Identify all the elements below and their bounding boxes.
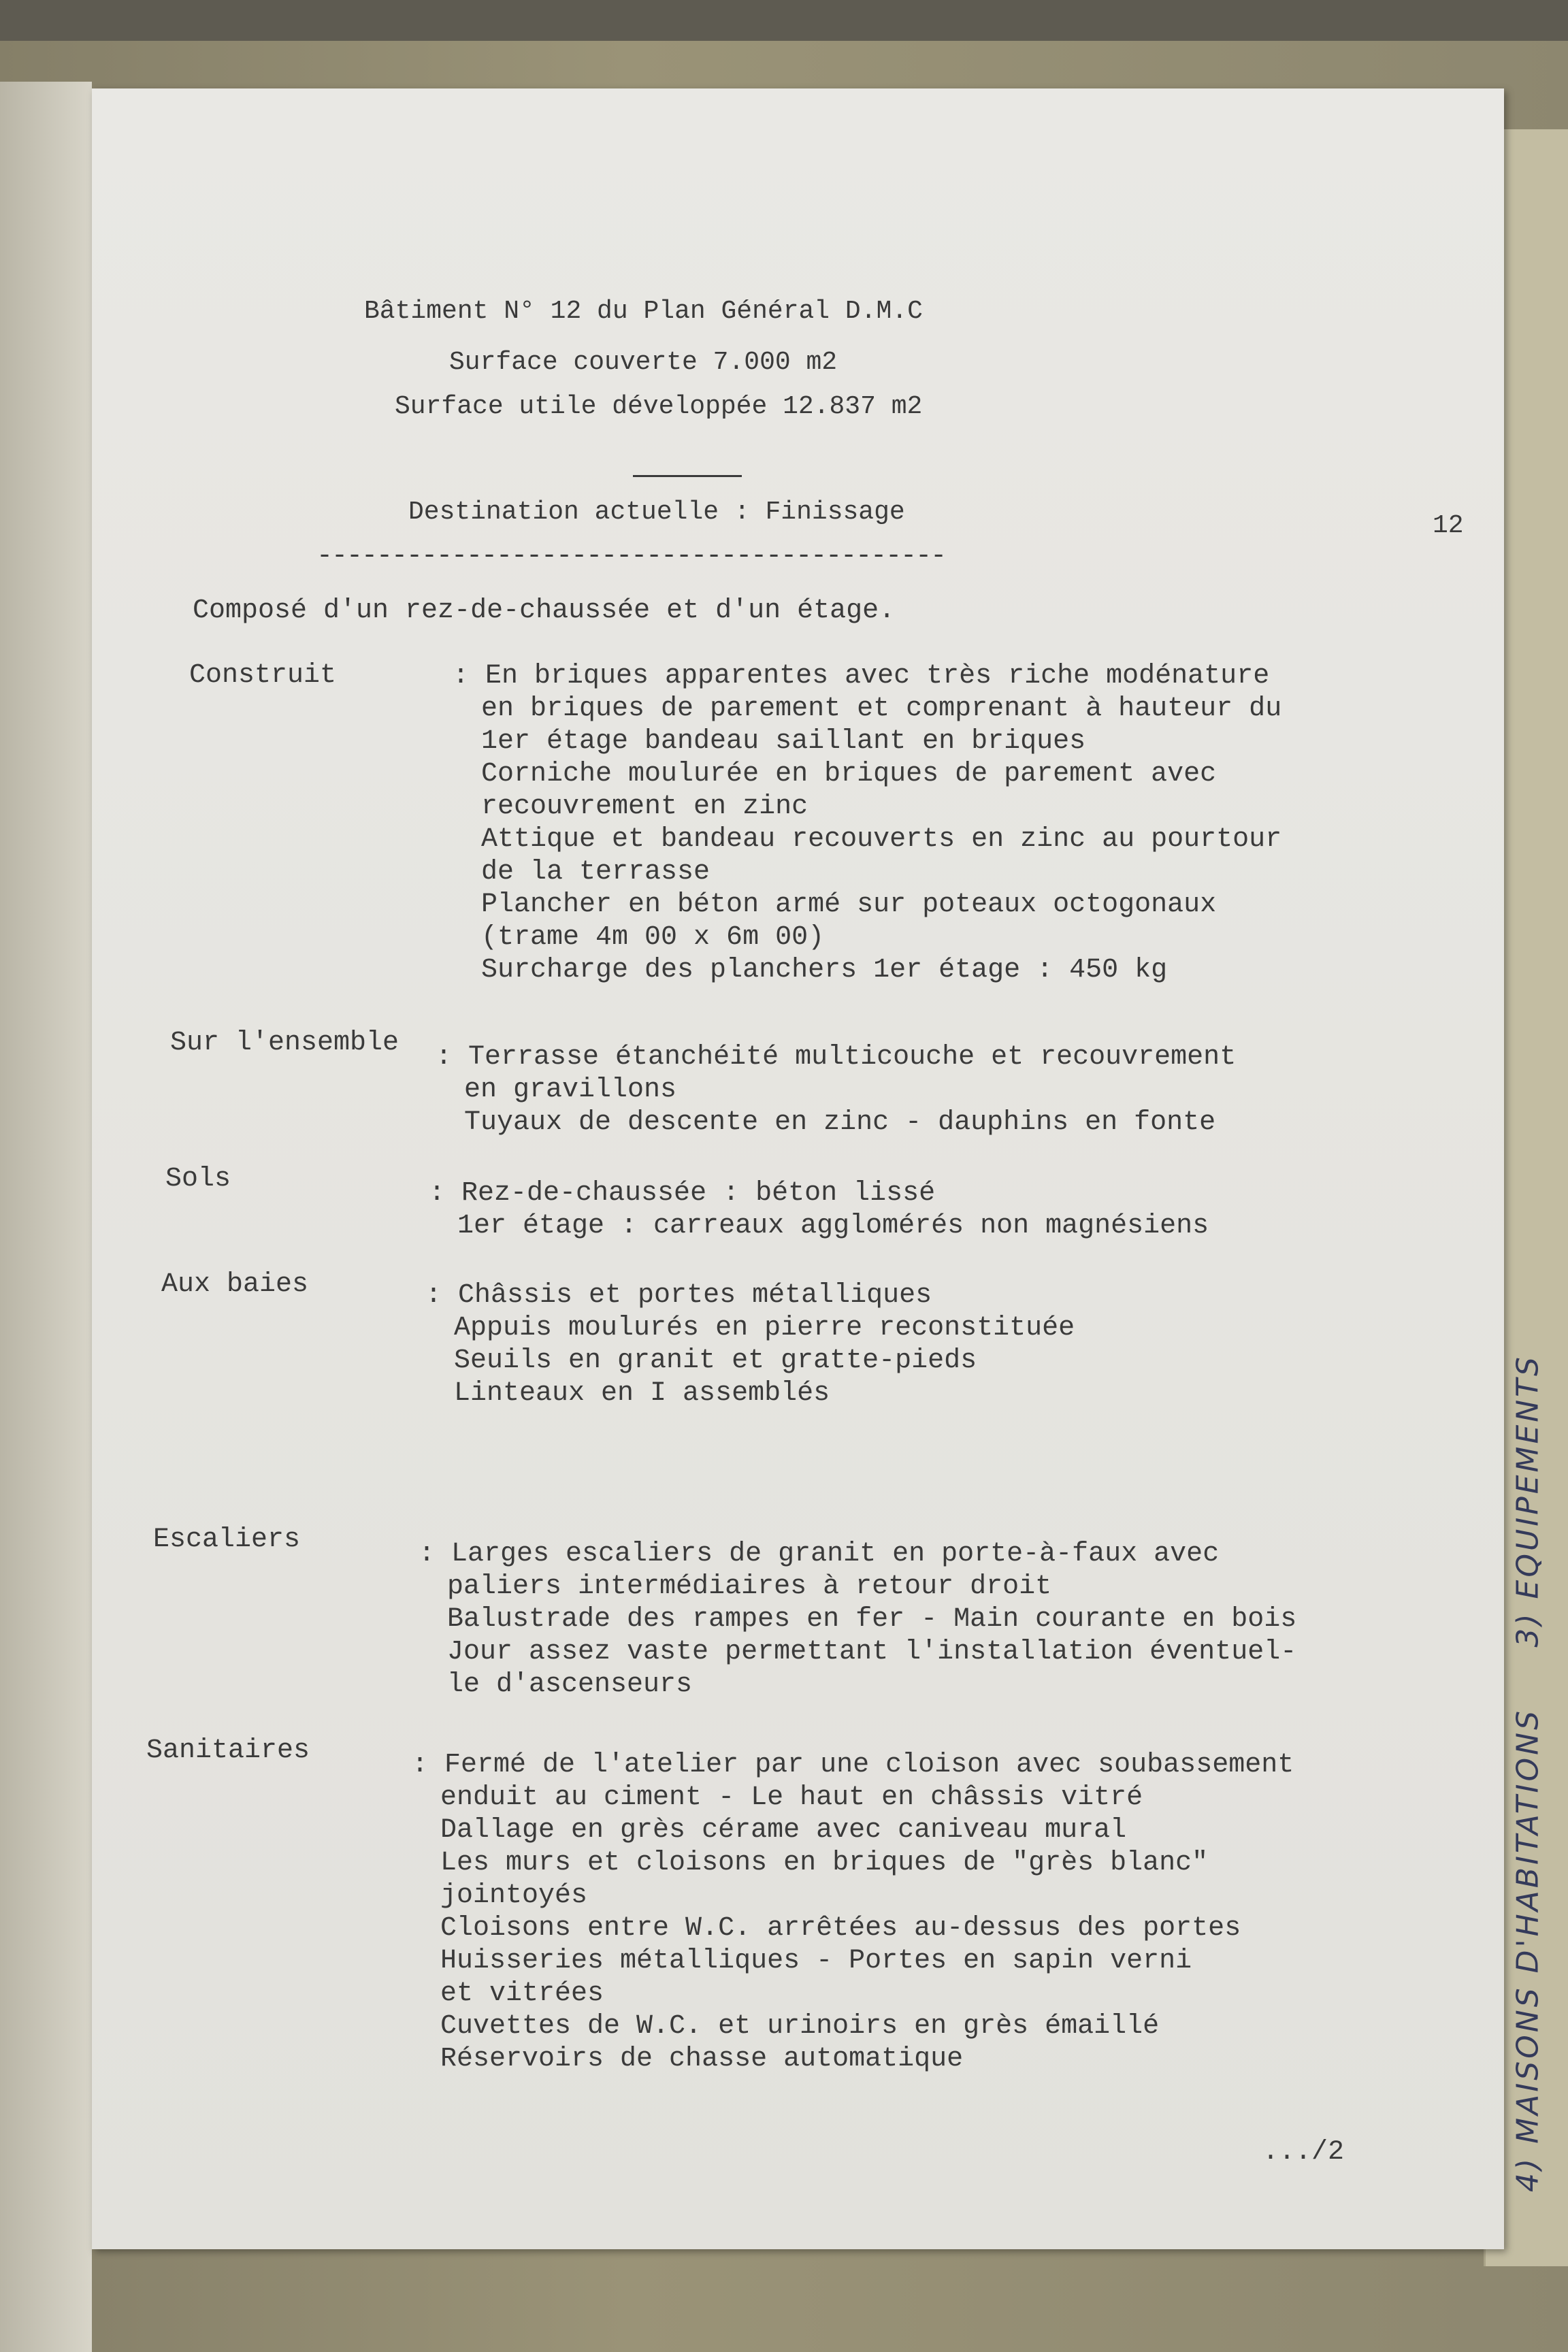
- section-body-baies: [425, 1279, 1075, 1410]
- destination: Destination actuelle : Finissage: [408, 497, 905, 527]
- facing-page-edge: [0, 82, 92, 2352]
- short-rule: [633, 475, 742, 477]
- text-line: (trame 4m 00 x 6m 00): [481, 922, 825, 953]
- section-label-escaliers: Escaliers: [153, 1524, 301, 1555]
- text-line: Dallage en grès cérame avec caniveau mural: [440, 1815, 1127, 1846]
- text-line: jointoyés: [440, 1880, 588, 1911]
- text-line: paliers intermédiaires à retour droit: [447, 1571, 1052, 1602]
- index-tab-labels: [1497, 1354, 1558, 2266]
- text-line: et vitrées: [440, 1978, 604, 2009]
- document-page: [92, 88, 1504, 2249]
- intro-line: Composé d'un rez-de-chaussée et d'un étage.: [193, 595, 896, 626]
- section-label-baies: Aux baies: [161, 1269, 309, 1300]
- text-line: en briques de parement et comprenant à hauteur du: [481, 693, 1282, 724]
- text-line: Corniche moulurée en briques de parement avec: [481, 759, 1217, 789]
- text-line: Linteaux en I assemblés: [454, 1378, 830, 1409]
- section-body-sols: [429, 1177, 1209, 1243]
- text-line: Plancher en béton armé sur poteaux octogonaux: [481, 889, 1217, 920]
- text-line: de la terrasse: [481, 857, 710, 887]
- section-body-ensemble: [436, 1041, 1236, 1139]
- developed-area: Surface utile développée 12.837 m2: [395, 392, 923, 421]
- text-line: Réservoirs de chasse automatique: [440, 2044, 964, 2074]
- page-number: 12: [1433, 511, 1464, 540]
- section-body-construit: [453, 660, 1281, 987]
- text-line: Cloisons entre W.C. arrêtées au-dessus des portes: [440, 1913, 1241, 1944]
- text-line: Seuils en granit et gratte-pieds: [454, 1345, 977, 1376]
- section-label-ensemble: Sur l'ensemble: [170, 1028, 399, 1058]
- text-line: : Fermé de l'atelier par une cloison avec soubassement: [412, 1750, 1294, 1780]
- tab-label-maisons: 4) MAISONS D'HABITATIONS: [1510, 1708, 1546, 2192]
- section-body-sanitaires: [412, 1749, 1294, 2076]
- text-line: : Rez-de-chaussée : béton lissé: [429, 1178, 936, 1209]
- text-line: enduit au ciment - Le haut en châssis vitré: [440, 1782, 1143, 1813]
- text-line: Tuyaux de descente en zinc - dauphins en fonte: [464, 1107, 1216, 1138]
- tab-label-equipements: 3) EQUIPEMENTS: [1510, 1354, 1546, 1648]
- section-body-escaliers: [419, 1538, 1296, 1701]
- section-label-construit: Construit: [189, 660, 337, 691]
- continuation-marker: .../2: [1262, 2137, 1345, 2168]
- section-label-sanitaires: Sanitaires: [146, 1735, 310, 1766]
- text-line: : Terrasse étanchéité multicouche et recouvrement: [436, 1042, 1237, 1073]
- text-line: Balustrade des rampes en fer - Main courante en bois: [447, 1604, 1297, 1635]
- text-line: recouvrement en zinc: [481, 791, 808, 822]
- text-line: Attique et bandeau recouverts en zinc au pourtour: [481, 824, 1282, 855]
- section-label-sols: Sols: [165, 1164, 231, 1194]
- text-line: 1er étage : carreaux agglomérés non magnésiens: [457, 1211, 1209, 1241]
- dashed-rule: ------------------------------------------: [316, 541, 946, 572]
- text-line: : Châssis et portes métalliques: [425, 1280, 932, 1311]
- text-line: Appuis moulurés en pierre reconstituée: [454, 1313, 1075, 1343]
- building-title: Bâtiment N° 12 du Plan Général D.M.C: [364, 297, 923, 326]
- text-line: : En briques apparentes avec très riche modénature: [453, 661, 1270, 691]
- text-line: 1er étage bandeau saillant en briques: [481, 726, 1086, 757]
- text-line: : Larges escaliers de granit en porte-à-faux avec: [419, 1539, 1220, 1569]
- text-line: Jour assez vaste permettant l'installation éventuel-: [447, 1637, 1297, 1667]
- covered-area: Surface couverte 7.000 m2: [449, 348, 838, 377]
- text-line: Huisseries métalliques - Portes en sapin verni: [440, 1946, 1192, 1976]
- text-line: en gravillons: [464, 1075, 677, 1105]
- text-line: Surcharge des planchers 1er étage : 450 kg: [481, 955, 1168, 985]
- text-line: Cuvettes de W.C. et urinoirs en grès émaillé: [440, 2011, 1160, 2042]
- text-line: Les murs et cloisons en briques de "grès blanc": [440, 1848, 1209, 1878]
- text-line: le d'ascenseurs: [447, 1669, 693, 1700]
